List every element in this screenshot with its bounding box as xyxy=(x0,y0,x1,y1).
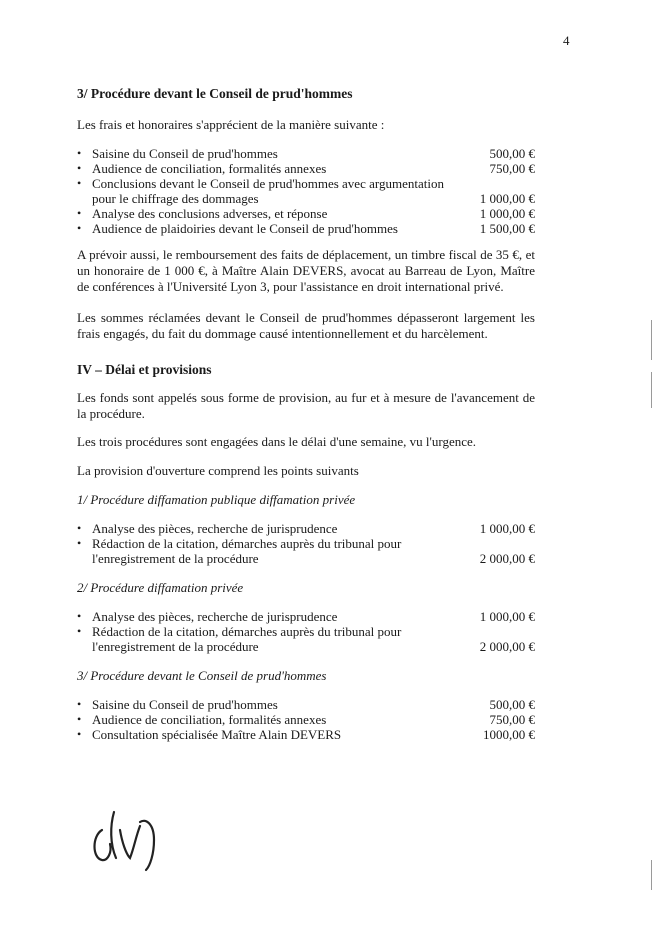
fee-label: Audience de plaidoiries devant le Conseil de prud'hommes xyxy=(92,221,398,236)
fee-label-continued: pour le chiffrage des dommages xyxy=(92,191,259,206)
section-3-paragraph-2: Les sommes réclamées devant le Conseil de prud'hommes dépasseront largement les frais engagés, du fait du dommage causé intentionnellement et du harcèlement. xyxy=(77,310,535,341)
fee-amount: 1 000,00 € xyxy=(479,521,535,536)
bullet-icon: • xyxy=(77,697,82,711)
fee-amount: 1 000,00 € xyxy=(479,609,535,624)
fee-amount: 1 000,00 € xyxy=(479,191,535,206)
section-4-paragraph-2: Les trois procédures sont engagées dans le délai d'une semaine, vu l'urgence. xyxy=(77,434,477,449)
fee-label-continued: l'enregistrement de la procédure xyxy=(92,551,259,566)
fee-label: Rédaction de la citation, démarches auprès du tribunal pour xyxy=(92,624,402,639)
bullet-icon: • xyxy=(77,521,82,535)
fee-label: Audience de conciliation, formalités annexes xyxy=(92,161,327,176)
page-number: 4 xyxy=(563,33,570,48)
fee-amount: 2 000,00 € xyxy=(479,639,535,654)
fee-label: Conclusions devant le Conseil de prud'hommes avec argumentation xyxy=(92,176,444,191)
scan-artifact-line xyxy=(651,372,652,408)
subsection-3-title: 3/ Procédure devant le Conseil de prud'hommes xyxy=(77,668,327,683)
fee-amount: 500,00 € xyxy=(489,146,535,161)
bullet-icon: • xyxy=(77,146,82,160)
fee-label: Analyse des pièces, recherche de jurisprudence xyxy=(92,521,338,536)
fee-label: Rédaction de la citation, démarches auprès du tribunal pour xyxy=(92,536,402,551)
scan-artifact-line xyxy=(651,320,652,360)
fee-amount: 1 500,00 € xyxy=(479,221,535,236)
bullet-icon: • xyxy=(77,161,82,175)
fee-amount: 1 000,00 € xyxy=(479,206,535,221)
fee-amount: 750,00 € xyxy=(489,161,535,176)
section-3-heading: 3/ Procédure devant le Conseil de prud'hommes xyxy=(77,86,353,101)
fee-label-continued: l'enregistrement de la procédure xyxy=(92,639,259,654)
fee-label: Analyse des pièces, recherche de jurisprudence xyxy=(92,609,338,624)
fee-amount: 750,00 € xyxy=(489,712,535,727)
section-4-paragraph-3: La provision d'ouverture comprend les points suivants xyxy=(77,463,359,478)
bullet-icon: • xyxy=(77,727,82,741)
fee-amount: 2 000,00 € xyxy=(479,551,535,566)
section-4-paragraph-1: Les fonds sont appelés sous forme de provision, au fur et à mesure de l'avancement de la procédure. xyxy=(77,390,535,421)
bullet-icon: • xyxy=(77,176,82,190)
subsection-2-title: 2/ Procédure diffamation privée xyxy=(77,580,244,595)
handwritten-initials-signature xyxy=(88,800,168,872)
fee-amount: 500,00 € xyxy=(489,697,535,712)
fee-amount: 1000,00 € xyxy=(483,727,535,742)
section-3-paragraph-1: A prévoir aussi, le remboursement des faits de déplacement, un timbre fiscal de 35 €, et un honoraire de 1 000 €, à Maître Alain DEVERS, avocat au Barreau de Lyon, Maître de conférences à l'Université Lyon 3, pour l'assistance en droit international privé. xyxy=(77,247,535,294)
scan-artifact-line xyxy=(651,860,652,890)
bullet-icon: • xyxy=(77,712,82,726)
fee-label: Saisine du Conseil de prud'hommes xyxy=(92,697,278,712)
bullet-icon: • xyxy=(77,536,82,550)
fee-label: Saisine du Conseil de prud'hommes xyxy=(92,146,278,161)
section-4-heading: IV – Délai et provisions xyxy=(77,362,212,377)
fee-label: Audience de conciliation, formalités annexes xyxy=(92,712,327,727)
fee-label: Analyse des conclusions adverses, et réponse xyxy=(92,206,328,221)
fee-label: Consultation spécialisée Maître Alain DEVERS xyxy=(92,727,342,742)
bullet-icon: • xyxy=(77,624,82,638)
subsection-1-title: 1/ Procédure diffamation publique diffamation privée xyxy=(77,492,356,507)
bullet-icon: • xyxy=(77,221,82,235)
bullet-icon: • xyxy=(77,206,82,220)
bullet-icon: • xyxy=(77,609,82,623)
section-3-intro: Les frais et honoraires s'apprécient de la manière suivante : xyxy=(77,117,385,132)
